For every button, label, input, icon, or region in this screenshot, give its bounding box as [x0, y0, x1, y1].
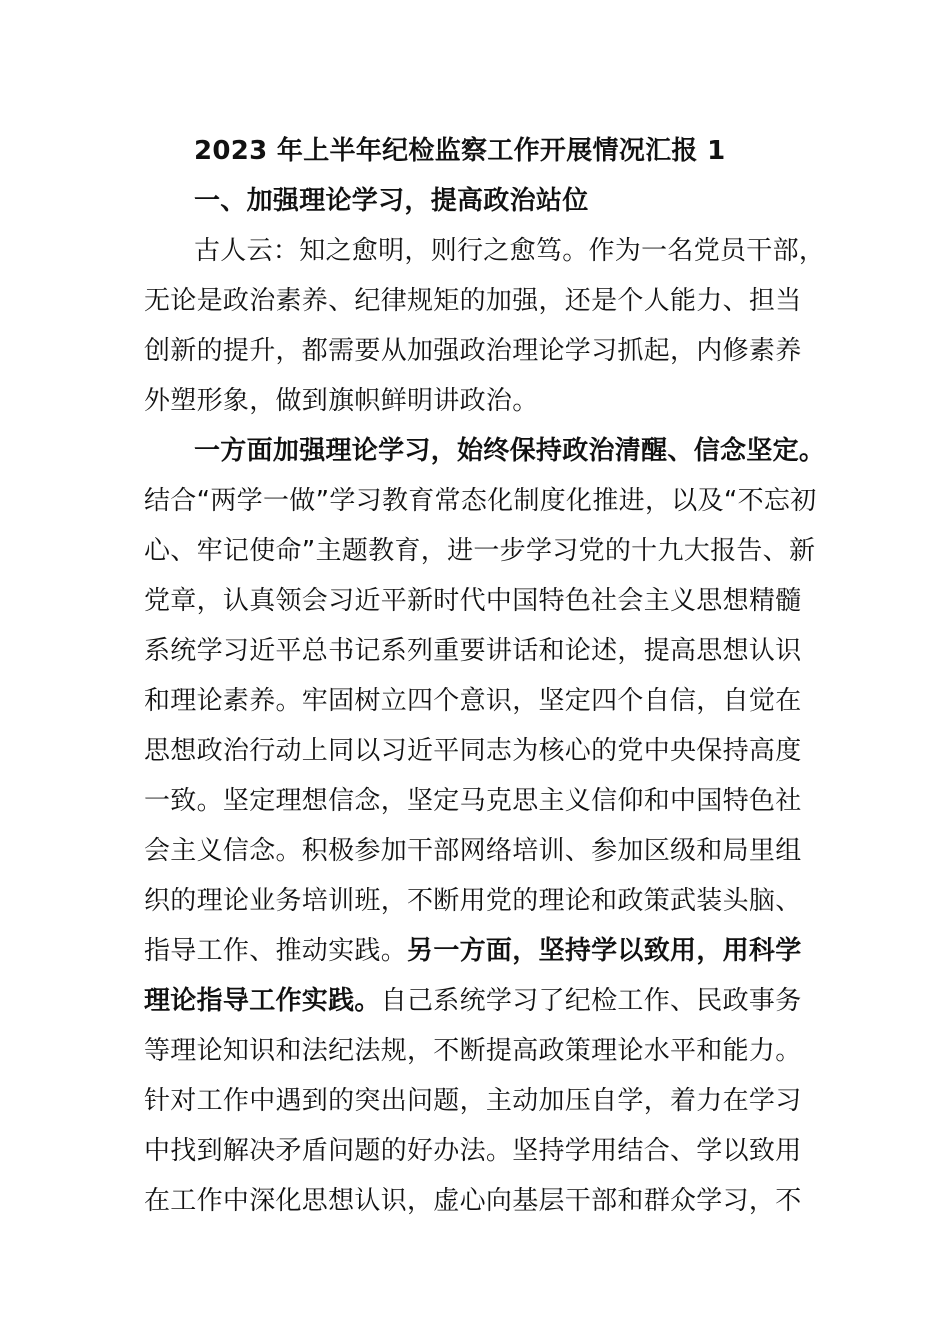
paragraph-line: 心、牢记使命”主题教育，进一步学习党的十九大报告、新 [144, 536, 816, 566]
paragraph-line: 思想政治行动上同以习近平同志为核心的党中央保持高度 [144, 736, 802, 766]
paragraph-line-mixed [144, 936, 802, 966]
document-title: 2023 年上半年纪检监察工作开展情况汇报 1 [194, 136, 726, 166]
bold-text: 另一方面，坚持学以致用，用科学 [407, 936, 802, 966]
paragraph-line: 古人云：知之愈明，则行之愈笃。作为一名党员干部， [194, 236, 826, 266]
paragraph-line: 外塑形象，做到旗帜鲜明讲政治。 [144, 386, 539, 416]
paragraph-line-mixed [144, 986, 802, 1016]
paragraph-line: 系统学习近平总书记系列重要讲话和论述，提高思想认识 [144, 636, 802, 666]
paragraph-line: 创新的提升，都需要从加强政治理论学习抓起，内修素养 [144, 336, 802, 366]
paragraph-line: 织的理论业务培训班，不断用党的理论和政策武装头脑、 [144, 886, 802, 916]
paragraph-line: 针对工作中遇到的突出问题，主动加压自学，着力在学习 [144, 1086, 802, 1116]
paragraph-line: 党章，认真领会习近平新时代中国特色社会主义思想精髓 [144, 586, 802, 616]
plain-text: 指导工作、推动实践。 [144, 936, 408, 966]
paragraph-line: 和理论素养。牢固树立四个意识，坚定四个自信，自觉在 [144, 686, 802, 716]
paragraph-line: 会主义信念。积极参加干部网络培训、参加区级和局里组 [144, 836, 802, 866]
paragraph-line: 一致。坚定理想信念，坚定马克思主义信仰和中国特色社 [144, 786, 802, 816]
paragraph-line: 在工作中深化思想认识，虚心向基层干部和群众学习，不 [144, 1186, 802, 1216]
paragraph-line: 无论是政治素养、纪律规矩的加强，还是个人能力、担当 [144, 286, 802, 316]
paragraph-line: 中找到解决矛盾问题的好办法。坚持学用结合、学以致用 [144, 1136, 802, 1166]
bold-text: 理论指导工作实践。 [144, 986, 381, 1016]
plain-text: 自己系统学习了纪检工作、民政事务 [380, 986, 802, 1016]
paragraph-line: 等理论知识和法纪法规，不断提高政策理论水平和能力。 [144, 1036, 802, 1066]
paragraph-line: 结合“两学一做”学习教育常态化制度化推进，以及“不忘初 [144, 486, 817, 516]
section-heading: 一、加强理论学习，提高政治站位 [194, 186, 589, 216]
paragraph-lead-bold: 一方面加强理论学习，始终保持政治清醒、信念坚定。 [194, 436, 826, 466]
